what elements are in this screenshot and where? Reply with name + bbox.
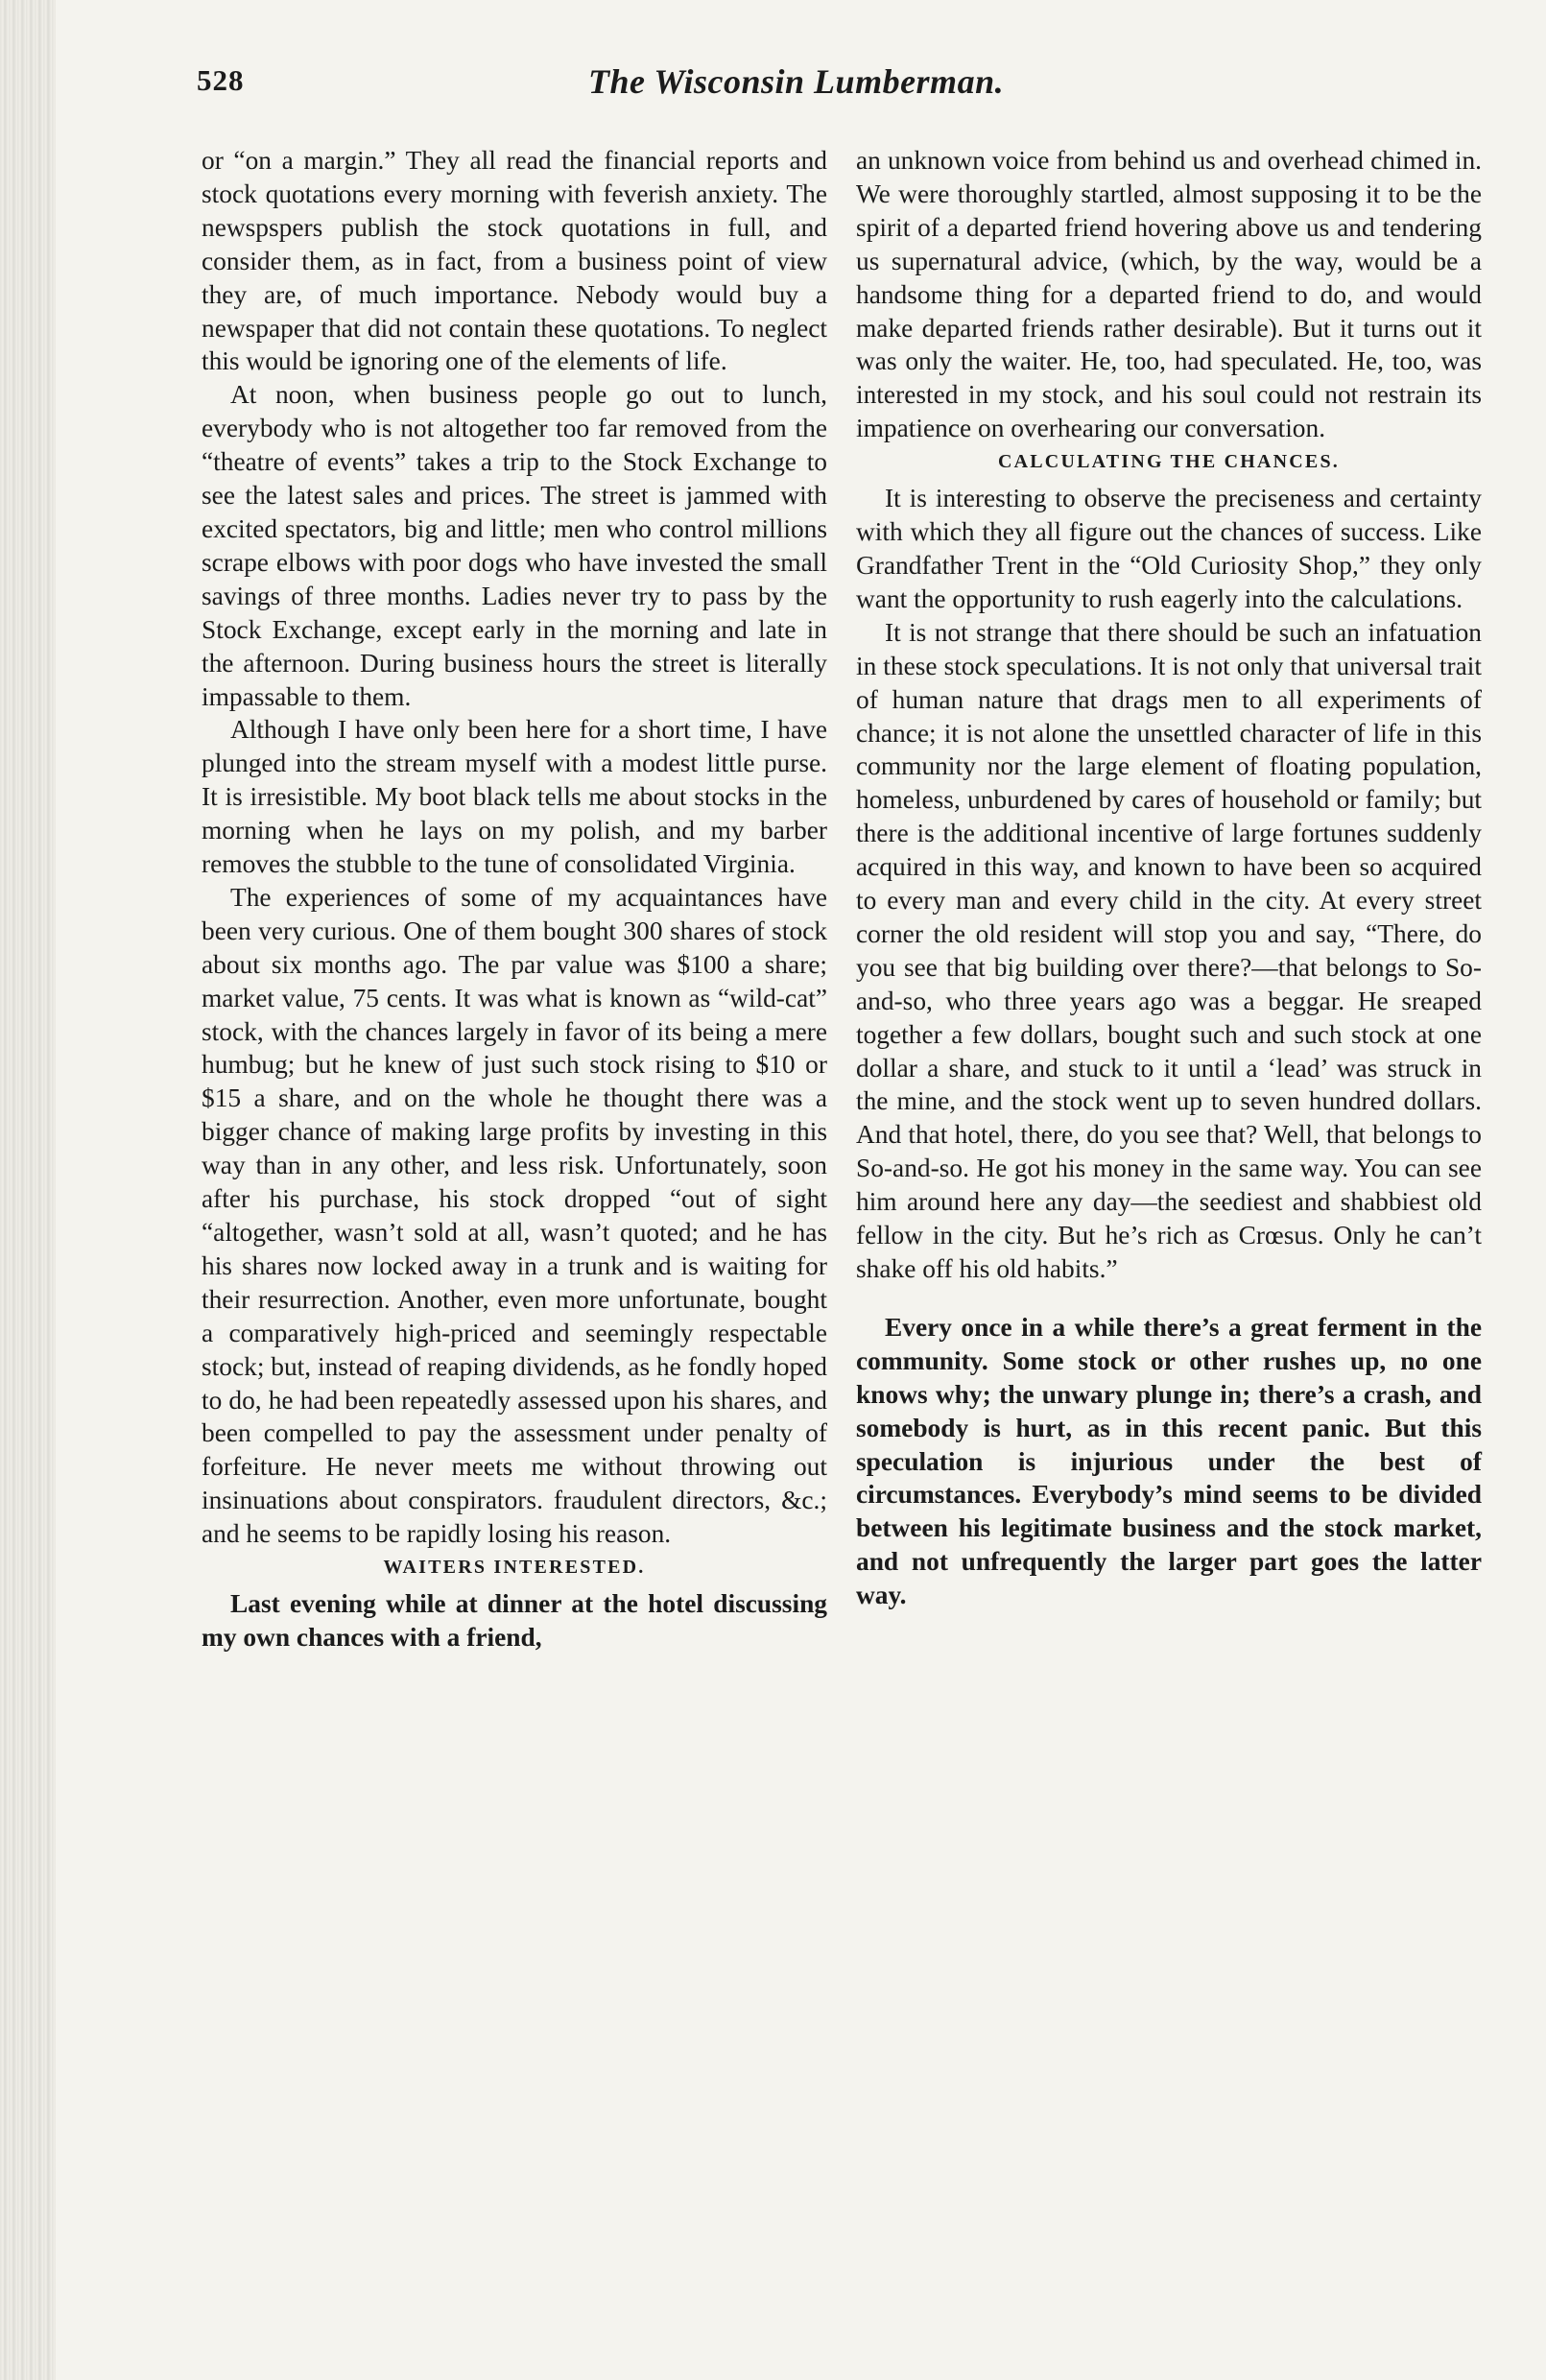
right-column bbox=[856, 144, 1482, 1612]
left-paragraph-2: At noon, when business people go out to lunch, everybody who is not altogether too far removed from the “theatre of events” takes a trip to the Stock Exchange to see the latest sales and prices. The street is jammed with excited spectators, big and little; men who control millions scrape elbows with poor dogs who have invested the small savings of three months. Ladies never try to pass by the Stock Exchange, except early in the morning and late in the afternoon. During business hours the street is literally impassable to them. bbox=[202, 380, 827, 711]
right-paragraph-2: It is interesting to observe the preciseness and certainty with which they all figure out the chances of success. Like Grandfather Trent in the “Old Curiosity Shop,” they only want the opportunity to rush eagerly into the calculations. bbox=[856, 484, 1482, 613]
page-number: 528 bbox=[197, 63, 245, 97]
left-paragraph-5: Last evening while at dinner at the hotel discussing my own chances with a friend, bbox=[202, 1589, 827, 1652]
right-paragraph-3: It is not strange that there should be such an infatuation in these stock speculations. It is not only that universal trait of human nature that drags men to all experiments of chance; it is not alone the unsettled character of life in this community nor the large element of floating population, homeless, unburdened by cares of household or family; but there is the additional incentive of large fortunes suddenly acquired in this way, and known to have been so acquired to every man and every child in the city. At every street corner the old resident will stop you and say, “There, do you see that big building over there?—that belongs to So-and-so, who three years ago was a beggar. He sreaped together a few dollars, bought such and such stock at one dollar a share, and stuck to it until a ‘lead’ was struck in the mine, and the stock went up to seven hundred dollars. And that hotel, there, do you see that? Well, that belongs to So-and-so. He got his money in the same way. You can see him around here any day—the seediest and shabbiest old fellow in the city. But he’s rich as Crœsus. Only he can’t shake off his old habits.” bbox=[856, 617, 1482, 1283]
left-paragraph-1: or “on a margin.” They all read the financial reports and stock quotations every morning with feverish anxiety. The newspspers publish the stock quotations in full, and consider them, as in fact, from a business point of view they are, of much importance. Nebody would buy a newspaper that did not contain these quotations. To neglect this would be ignoring one of the elements of life. bbox=[202, 146, 827, 376]
right-paragraph-4: Every once in a while there’s a great ferment in the community. Some stock or other rushes up, no one knows why; the unwary plunge in; there’s a crash, and somebody is hurt, as in this recent panic. But this speculation is injurious under the best of circumstances. Everybody’s mind seems to be divided between his legitimate business and the stock market, and not unfrequently the larger part goes the latter way. bbox=[856, 1312, 1482, 1610]
page-header bbox=[197, 63, 1473, 113]
left-column bbox=[202, 144, 827, 1654]
page-binding-shadow bbox=[0, 0, 56, 2380]
left-paragraph-3: Although I have only been here for a short time, I have plunged into the stream myself with a modest little purse. It is irresistible. My boot black tells me about stocks in the morning when he lays on my polish, and my barber removes the stubble to the tune of consolidated Virginia. bbox=[202, 715, 827, 879]
running-title: The Wisconsin Lumberman. bbox=[588, 62, 1005, 101]
section-heading-waiters: WAITERS INTERESTED. bbox=[383, 1557, 646, 1579]
left-paragraph-4: The experiences of some of my acquaintances have been very curious. One of them bought 300 shares of stock about six months ago. The par value was $100 a share; market value, 75 cents. It was what is known as “wild-cat” stock, with the chances largely in favor of its being a mere humbug; but he knew of just such stock rising to $10 or $15 a share, and on the whole he thought there was a bigger chance of making large profits by investing in this way than in any other, and less risk. Unfortunately, soon after his purchase, his stock dropped “out of sight “altogether, wasn’t sold at all, wasn’t quoted; and he has his shares now locked away in a trunk and is waiting for their resurrection. Another, even more unfortunate, bought a comparatively high-priced and seemingly respectable stock; but, instead of reaping dividends, as he fondly hoped to do, he had been repeatedly assessed upon his shares, and been compelled to pay the assessment under penalty of forfeiture. He never meets me without throwing out insinuations about conspirators. fraudulent directors, &c.; and he seems to be rapidly losing his reason. bbox=[202, 882, 827, 1549]
section-heading-chances: CALCULATING THE CHANCES. bbox=[997, 451, 1340, 473]
right-paragraph-1: an unknown voice from behind us and overhead chimed in. We were thoroughly startled, almost supposing it to be the spirit of a departed friend hovering above us and tendering us supernatural advice, (which, by the way, would be a handsome thing for a departed friend to do, and would make departed friends rather desirable). But it turns out it was only the waiter. He, too, had speculated. He, too, was interested in my stock, and his soul could not restrain its impatience on overhearing our conversation. bbox=[856, 146, 1482, 443]
